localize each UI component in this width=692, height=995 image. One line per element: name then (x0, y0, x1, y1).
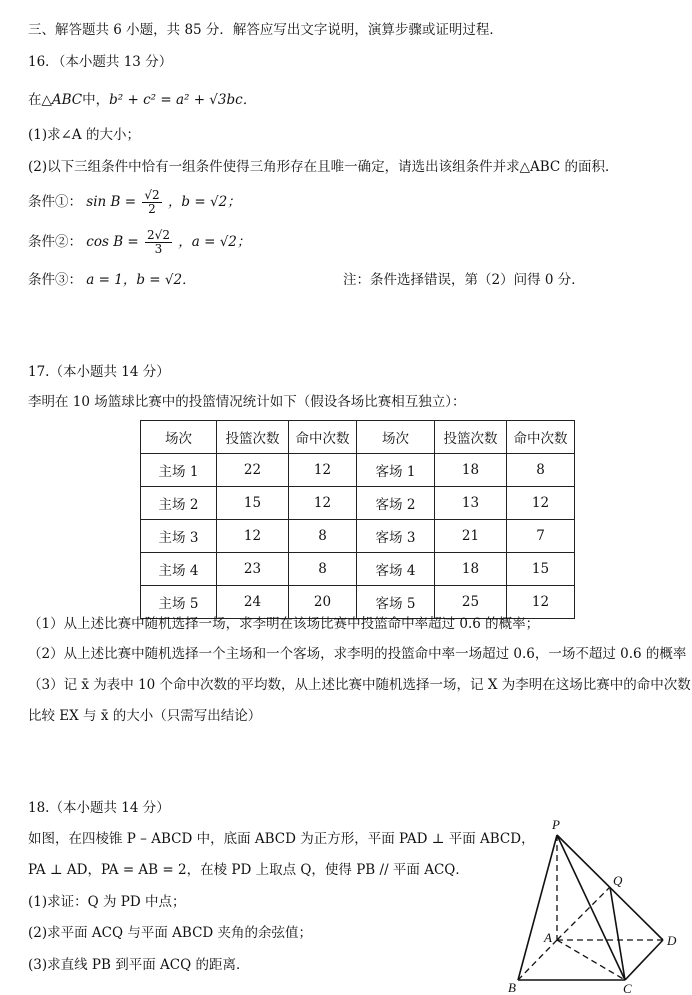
cond1-numerator: √2 (144, 188, 160, 202)
q18-stem2: PA ⊥ AD，PA = AB = 2，在棱 PD 上取点 Q，使得 PB // 平面 ACQ． (28, 862, 469, 878)
label-A: A (544, 930, 552, 945)
cond1-fraction (142, 189, 161, 216)
cond2-fraction (145, 229, 172, 256)
table-cell: 客场 2 (357, 487, 435, 520)
cond2-denominator: 3 (154, 242, 163, 256)
edge-PB (518, 835, 557, 980)
shooting-stats-table (140, 420, 575, 619)
table-cell: 15 (217, 487, 289, 520)
q16-stem (28, 90, 256, 110)
table-cell: 21 (435, 520, 507, 553)
table-cell: 主场 2 (141, 487, 217, 520)
q17-title: 17.（本小题共 14 分） (28, 364, 170, 380)
table-cell: 8 (289, 553, 357, 586)
table-cell: 23 (217, 553, 289, 586)
table-cell: 客场 3 (357, 520, 435, 553)
q17-part3: （3）记 x̄ 为表中 10 个命中次数的平均数，从上述比赛中随机选择一场，记 X 为李明在这场比赛中的命中次数 (28, 677, 691, 693)
table-cell: 客场 1 (357, 454, 435, 487)
table-cell: 主场 1 (141, 454, 217, 487)
table-cell: 15 (507, 553, 575, 586)
q17-stem: 李明在 10 场篮球比赛中的投篮情况统计如下（假设各场比赛相互独立）： (28, 394, 466, 410)
q16-condition-1 (28, 186, 241, 218)
cond2-lhs: cos B = (86, 234, 139, 250)
cond2-label: 条件②： (28, 234, 82, 250)
table-row (141, 520, 575, 553)
q18-part2: (2)求平面 ACQ 与平面 ABCD 夹角的余弦值； (28, 925, 313, 941)
table-cell: 12 (289, 454, 357, 487)
q16-condition-3 (28, 270, 196, 290)
q16-part2: (2)以下三组条件中恰有一组条件使得三角形存在且唯一确定，请选出该组条件并求△ABC 的面积． (28, 159, 619, 175)
table-cell: 客场 5 (357, 586, 435, 619)
cond1-denominator: 2 (148, 202, 156, 216)
label-P: P (552, 817, 560, 832)
cond3-text: a = 1，b = √2． (86, 272, 196, 288)
cond1-rest: ，b = √2； (167, 194, 241, 210)
cond2-rest: ，a = √2； (178, 234, 251, 250)
q17-part2: （2）从上述比赛中随机选择一个主场和一个客场，求李明的投篮命中率一场超过 0.6，一场不超过 0.6 的概率 (28, 646, 687, 662)
table-cell: 24 (217, 586, 289, 619)
table-cell: 18 (435, 454, 507, 487)
q17-part1: （1）从上述比赛中随机选择一场，求李明在该场比赛中投篮命中率超过 0.6 的概率； (28, 616, 540, 632)
q16-stem-formula: b² + c² = a² + √3bc． (109, 92, 257, 108)
table-cell: 主场 3 (141, 520, 217, 553)
table-cell: 8 (507, 454, 575, 487)
table-cell: 25 (435, 586, 507, 619)
pyramid-figure (500, 815, 685, 995)
table-cell: 20 (289, 586, 357, 619)
q16-title: 16．（本小题共 13 分） (28, 54, 173, 70)
table-row (141, 553, 575, 586)
table-cell: 13 (435, 487, 507, 520)
q18-part1: (1)求证：Q 为 PD 中点； (28, 894, 186, 910)
table-cell: 22 (217, 454, 289, 487)
q17-part3b: 比较 EX 与 x̄ 的大小（只需写出结论） (28, 708, 262, 724)
edge-CD (625, 940, 663, 980)
q16-note: 注：条件选择错误，第（2）问得 0 分． (343, 272, 585, 288)
table-cell: 7 (507, 520, 575, 553)
table-cell: 12 (217, 520, 289, 553)
label-C: C (623, 981, 632, 995)
table-header-cell: 投篮次数 (435, 421, 507, 454)
label-B: B (508, 980, 516, 995)
q18-title: 18.（本小题共 14 分） (28, 800, 170, 816)
cond2-numerator: 2√2 (147, 228, 170, 242)
q16-condition-2 (28, 226, 250, 258)
table-cell: 12 (507, 487, 575, 520)
table-row (141, 487, 575, 520)
table-row (141, 454, 575, 487)
table-header-cell: 场次 (357, 421, 435, 454)
cond1-label: 条件①： (28, 194, 82, 210)
cond1-lhs: sin B = (86, 194, 137, 210)
table-header-cell: 命中次数 (289, 421, 357, 454)
cond3-label: 条件③： (28, 272, 82, 288)
table-cell: 主场 5 (141, 586, 217, 619)
table-cell: 主场 4 (141, 553, 217, 586)
table-header-cell: 命中次数 (507, 421, 575, 454)
section-header: 三、解答题共 6 小题，共 85 分．解答应写出文字说明，演算步骤或证明过程． (28, 22, 503, 38)
q16-stem-mid: 中， (82, 92, 110, 108)
edge-PC (557, 835, 625, 980)
table-cell: 客场 4 (357, 553, 435, 586)
table-header-row (141, 421, 575, 454)
table-cell: 12 (507, 586, 575, 619)
q16-part1: (1)求∠A 的大小； (28, 127, 140, 143)
table-cell: 18 (435, 553, 507, 586)
table-header-cell: 投篮次数 (217, 421, 289, 454)
table-cell: 12 (289, 487, 357, 520)
label-Q: Q (613, 873, 623, 888)
table-header-cell: 场次 (141, 421, 217, 454)
q16-stem-pre: 在 (28, 92, 42, 108)
label-D: D (667, 933, 677, 948)
q16-stem-triangle: △ABC (41, 92, 83, 108)
q18-part3: (3)求直线 PB 到平面 ACQ 的距离． (28, 957, 250, 973)
q18-stem1: 如图，在四棱锥 P – ABCD 中，底面 ABCD 为正方形，平面 PAD ⊥ 平面 ABCD， (28, 831, 535, 847)
table-cell: 8 (289, 520, 357, 553)
